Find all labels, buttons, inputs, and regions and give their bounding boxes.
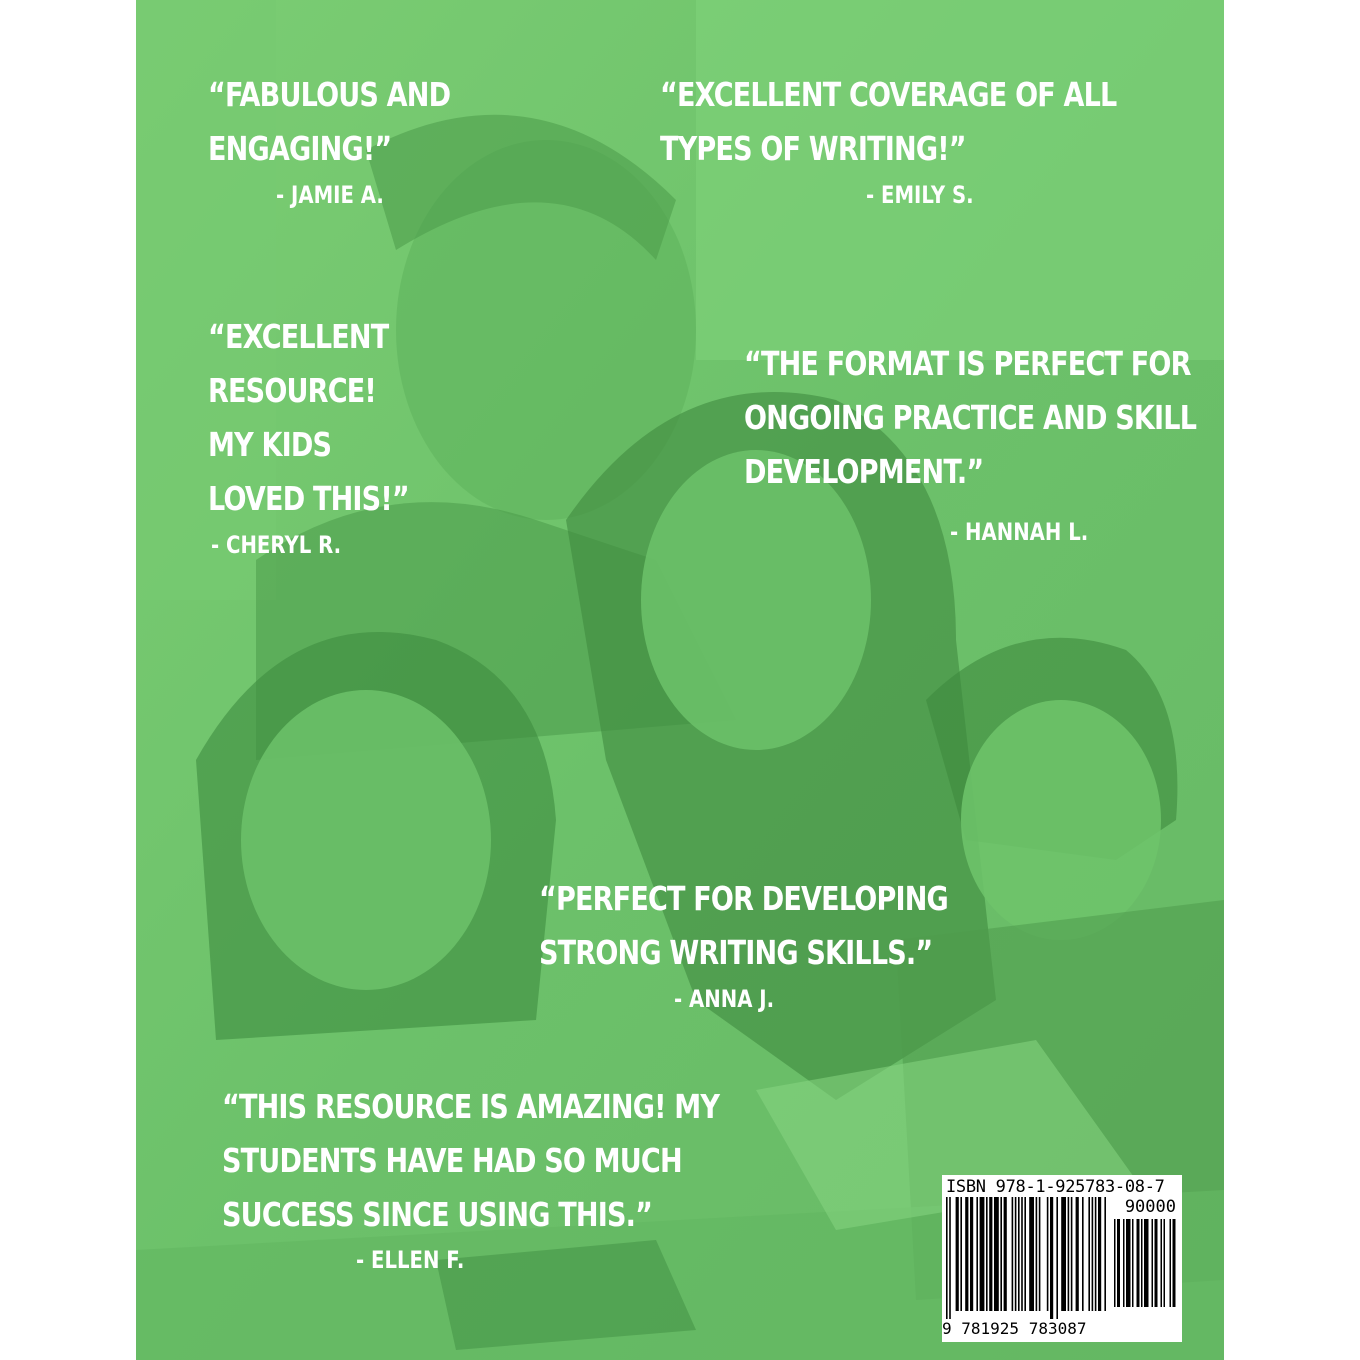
- barcode-bar: [1036, 1197, 1038, 1311]
- barcode-bar: [1004, 1197, 1007, 1311]
- barcode-bar: [1024, 1197, 1026, 1311]
- barcode-bar: [1092, 1197, 1094, 1311]
- quote-cheryl: [208, 310, 409, 526]
- barcode-bar: [1104, 1197, 1106, 1311]
- quote-line: LOVED THIS!”: [208, 479, 409, 518]
- isbn-barcode: [942, 1175, 1182, 1342]
- barcode-bar: [1123, 1219, 1125, 1307]
- barcode-bars: [946, 1197, 1106, 1319]
- barcode-bar: [1095, 1197, 1097, 1311]
- barcode-bar: [1088, 1197, 1090, 1311]
- author-anna: - ANNA J.: [674, 985, 775, 1013]
- barcode-bar: [1137, 1219, 1140, 1307]
- author-ellen: - ELLEN F.: [356, 1246, 465, 1274]
- quote-ellen: [222, 1080, 719, 1242]
- quote-line: “THIS RESOURCE IS AMAZING! MY: [222, 1087, 720, 1126]
- quote-line: SUCCESS SINCE USING THIS.”: [222, 1195, 653, 1234]
- quote-line: “PERFECT FOR DEVELOPING: [539, 879, 948, 918]
- barcode-bar: [960, 1197, 962, 1311]
- barcode-bar: [949, 1197, 951, 1319]
- barcode-bar: [970, 1197, 973, 1311]
- barcode-bar: [1170, 1219, 1172, 1307]
- barcode-bar: [1141, 1219, 1143, 1307]
- barcode-bar: [1117, 1219, 1120, 1307]
- quote-line: DEVELOPMENT.”: [744, 452, 984, 491]
- barcode-bar: [1076, 1197, 1079, 1311]
- addon-barcode-bars: [1114, 1219, 1176, 1315]
- barcode-bar: [1015, 1197, 1017, 1311]
- quote-line: “FABULOUS AND: [208, 75, 451, 114]
- barcode-bar: [1039, 1197, 1041, 1311]
- barcode-bar: [1012, 1197, 1014, 1311]
- barcode-bar: [1029, 1197, 1034, 1311]
- barcode-bar: [1050, 1197, 1053, 1319]
- back-cover: [136, 0, 1224, 1360]
- barcode-bar: [956, 1197, 959, 1311]
- author-jamie: - JAMIE A.: [276, 181, 384, 209]
- quote-line: STUDENTS HAVE HAD SO MUCH: [222, 1141, 682, 1180]
- barcode-bar: [946, 1197, 948, 1319]
- quote-line: MY KIDS: [208, 425, 332, 464]
- quote-line: ENGAGING!”: [208, 129, 392, 168]
- barcode-bar: [1068, 1197, 1070, 1311]
- quote-jamie: [208, 68, 450, 176]
- barcode-bar: [1164, 1219, 1166, 1307]
- quote-emily: [660, 68, 1116, 176]
- barcode-bar: [989, 1197, 992, 1311]
- quote-anna: [539, 872, 948, 980]
- isbn-text: ISBN 978-1-925783-08-7: [946, 1177, 1165, 1197]
- barcode-bar: [994, 1197, 999, 1311]
- quote-line: “EXCELLENT COVERAGE OF ALL: [660, 75, 1117, 114]
- barcode-bar: [976, 1197, 978, 1311]
- barcode-bar: [1173, 1219, 1176, 1307]
- ean-digits: 9 781925 783087: [942, 1319, 1087, 1338]
- author-emily: - EMILY S.: [866, 181, 974, 209]
- barcode-bar: [965, 1197, 968, 1311]
- barcode-bar: [986, 1197, 988, 1311]
- barcode-bar: [1126, 1219, 1131, 1307]
- barcode-bar: [1098, 1197, 1101, 1311]
- barcode-bar: [1161, 1219, 1163, 1307]
- barcode-bar: [1114, 1219, 1116, 1307]
- barcode-bar: [1018, 1197, 1020, 1311]
- barcode-bar: [1056, 1197, 1058, 1319]
- barcode-bar: [1152, 1219, 1154, 1307]
- barcode-bar: [1144, 1219, 1149, 1307]
- barcode-bar: [1000, 1197, 1002, 1311]
- barcode-bar: [1155, 1219, 1158, 1307]
- barcode-bar: [980, 1197, 985, 1311]
- barcode-bar: [1047, 1197, 1049, 1311]
- barcode-bar: [1021, 1197, 1023, 1311]
- barcode-bar: [1071, 1197, 1073, 1311]
- barcode-bar: [1082, 1197, 1084, 1311]
- barcode-bar: [1061, 1197, 1066, 1311]
- quote-line: “EXCELLENT: [208, 317, 389, 356]
- quote-line: STRONG WRITING SKILLS.”: [539, 933, 933, 972]
- quote-line: RESOURCE!: [208, 371, 376, 410]
- quote-line: “THE FORMAT IS PERFECT FOR: [744, 344, 1191, 383]
- author-cheryl: - CHERYL R.: [211, 531, 342, 559]
- quote-hannah: [744, 337, 1196, 499]
- quote-line: ONGOING PRACTICE AND SKILL: [744, 398, 1197, 437]
- price-code: 90000: [1124, 1197, 1176, 1217]
- barcode-bar: [1132, 1219, 1134, 1307]
- author-hannah: - HANNAH L.: [950, 518, 1089, 546]
- quote-line: TYPES OF WRITING!”: [660, 129, 966, 168]
